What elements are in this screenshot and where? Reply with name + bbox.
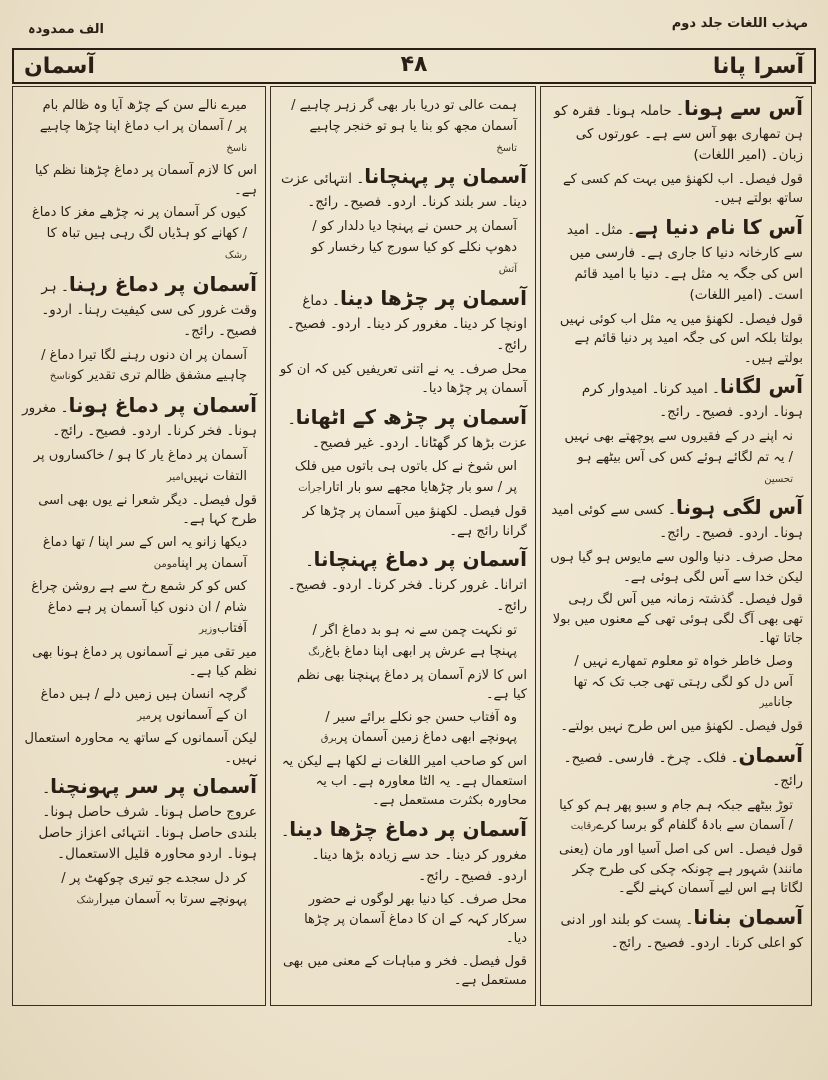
- usage-note: میر تقی میر نے آسمانوں پر دماغ ہونا بھی نظم کیا ہے۔: [32, 644, 257, 680]
- verse-citation: [549, 427, 803, 489]
- column-left: [12, 86, 266, 1006]
- headword: آس لگی ہونا: [675, 495, 803, 520]
- dictionary-entry: [21, 269, 257, 342]
- verse-text: کر دل سجدے جو تیری چوکھٹ پر / پہونچے سرتا بہ آسمان میرا: [61, 871, 247, 907]
- usage-note: محل صرف۔ کیا دنیا بھر لوگوں نے حضور سرکار کہہ کے ان کا دماغ آسمان پر چڑھا دیا۔: [304, 892, 527, 947]
- definition: ۔ کسی سے کوئی امید ہونا۔ اردو۔ فصیح۔ رائج۔: [551, 502, 803, 542]
- definition: ۔ عزت بڑھا کر گھٹانا۔ اردو۔ غیر فصیح۔: [287, 411, 527, 451]
- page-header-box: [12, 48, 816, 84]
- dictionary-entry: [21, 771, 257, 865]
- poet-name: میر: [137, 710, 151, 722]
- headword: آسمان پر پہنچانا: [364, 164, 527, 189]
- usage-note: اس کو صاحب امیر اللغات نے لکھا ہے لیکن یہ استعمال ہے۔ یہ الٹا معاورہ ہے۔ اب یہ محاورہ بکثرت مستعمل ہے۔: [281, 754, 527, 809]
- headword: آسمان پر سر پہونچنا: [50, 774, 257, 799]
- verse-citation: [21, 533, 257, 575]
- verse-citation: [279, 217, 527, 279]
- definition: ۔ حاملہ ہونا۔ فقرہ کو ہن تمھاری بھو آس سے ہے۔ عورتوں کی زبان۔ (امیر اللغات): [554, 103, 803, 163]
- usage-note: اس کا لازم آسمان پر دماغ پہنچنا بھی نظم کیا ہے۔: [296, 667, 527, 702]
- usage-note: قول فیصل۔ لکھنؤ میں یہ مثل اب کوئی نہیں بولتا بلکہ اس کی جگہ امید پر دنیا قائم ہے بولتے ہیں۔: [559, 311, 803, 366]
- usage-note: قول فیصل۔ لکھنؤ میں آسمان پر چڑھا کر گرانا رائج ہے۔: [302, 504, 527, 539]
- definition: ۔ ہر وقت غرور کی سی کیفیت رہنا۔ اردو۔ فصیح۔ رائج۔: [41, 278, 257, 339]
- verse-citation: [21, 685, 257, 727]
- dictionary-entry: [279, 402, 527, 454]
- verse-citation: [21, 203, 257, 265]
- headword: آس لگانا: [719, 374, 803, 399]
- verse-citation: [279, 708, 527, 750]
- poet-name: رقابت: [570, 821, 597, 833]
- headword: آس سے ہونا: [683, 96, 803, 120]
- dictionary-entry: [549, 492, 803, 544]
- running-header: [20, 8, 808, 38]
- usage-note: لیکن آسمانوں کے ساتھ یہ محاورہ استعمال نہیں۔: [24, 731, 257, 766]
- book-title: مہذب اللغات جلد دوم: [671, 16, 808, 31]
- usage-note: اس کا لازم آسمان پر دماغ چڑھنا نظم کیا ہے۔: [34, 163, 257, 198]
- headword: آسمان پر دماغ ہونا: [68, 393, 257, 418]
- poet-name: رنگ: [308, 646, 325, 658]
- guide-word-first: آسرا پانا: [712, 54, 804, 79]
- usage-note: قول فیصل۔ لکھنؤ میں اس طرح نہیں بولتے۔: [560, 719, 803, 735]
- dictionary-entry: [549, 93, 803, 166]
- verse-text: ہمت عالی تو دریا بار بھی گر زہر چاہیے / آسمان مجھ کو بنا یا ہو تو خنجر چاہیے: [291, 98, 517, 134]
- verse-text: میرے نالے سن کے چڑھ آیا وہ ظالم بام پر / آسمان پر اب دماغ اپنا چڑھا چاہیے: [39, 98, 247, 134]
- poet-name: برق: [320, 733, 337, 745]
- usage-note: قول فیصل۔ فخر و مباہات کے معنی میں بھی مستعمل ہے۔: [282, 953, 527, 989]
- verse-text: وصل خاطر خواہ تو معلوم تمھارے نہیں / آس دل کو لگی رہتی تھی جب تک کہ تھا جانا: [573, 653, 793, 711]
- verse-text: کس کو کر شمع رخ سے ہے روشن چراغ شام / ان دنوں کیا آسمان پر ہے دماغ آفتاب: [31, 579, 247, 636]
- headword: آسمان پر دماغ پہنچانا: [313, 547, 527, 572]
- verse-citation: [279, 457, 527, 499]
- poet-name: ناسخ: [226, 142, 247, 154]
- poet-name: مومن: [153, 558, 178, 570]
- verse-text: توڑ بیٹھے جبکہ ہم جام و سبو پھر ہم کو کیا / آسمان سے بادۂ گلفام گو برسا کرے: [559, 797, 793, 834]
- usage-note: قول فیصل۔ دیگر شعرا نے یوں بھی اسی طرح کہا ہے۔: [38, 492, 257, 528]
- headword: آسمان: [738, 742, 803, 767]
- headword: آس کا نام دنیا ہے: [634, 214, 803, 239]
- definition: ۔ فلک۔ چرخ۔ فارسی۔ فصیح۔ رائج۔: [563, 749, 803, 789]
- verse-citation: [21, 577, 257, 639]
- verse-text: وہ آفتاب حسن جو نکلے برائے سیر / پہونچے ابھی دماغ زمین آسمان پر: [325, 709, 517, 746]
- verse-text: گرچہ انسان ہیں زمیں دلے / ہیں دماغ ان کے آسمانوں پر: [40, 686, 247, 723]
- poet-name: آتش: [498, 263, 517, 275]
- headword: آسمان پر چڑھ کے اٹھانا: [295, 404, 527, 429]
- guide-word-last: آسمان: [24, 54, 95, 79]
- dictionary-entry: [279, 161, 527, 213]
- column-right: [540, 86, 812, 1006]
- verse-citation: [279, 621, 527, 663]
- dictionary-entry: [549, 212, 803, 306]
- verse-text: اس شوخ نے کل باتوں ہی باتوں میں فلک پر / سو بار چڑھایا مجھے سو بار اتارا: [294, 459, 517, 496]
- headword: آسمان پر دماغ رہنا: [68, 271, 257, 296]
- usage-note: محل صرف۔ یہ نے اتنی تعریفیں کیں کہ ان کو آسمان پر چڑھا دیا۔: [279, 361, 527, 397]
- usage-note: قول فیصل۔ گذشتہ زمانہ میں آس لگ رہی تھی بھی آگ لگی ہوئی تھی کے معنوں میں بولا جاتا تھا۔: [552, 592, 803, 647]
- verse-citation: [21, 446, 257, 488]
- definition: ۔ مغرور کر دینا۔ حد سے زیادہ بڑھا دینا۔ اردو۔ فصیح۔ رائج۔: [281, 823, 527, 884]
- definition: ۔ مغرور ہونا۔ فخر کرنا۔ اردو۔ فصیح۔ رائج۔: [22, 400, 257, 440]
- dictionary-entry: [279, 544, 527, 617]
- poet-name: ناسخ: [49, 371, 71, 383]
- poet-name: تاسخ: [496, 142, 517, 154]
- definition: ۔ اترانا۔ غرور کرنا۔ فخر کرنا۔ اردو۔ فصیح۔ رائج۔: [287, 554, 527, 614]
- verse-text: آسمان پر دماغ یار کا ہو / خاکساروں پر التفات نہیں: [33, 448, 247, 484]
- poet-name: امیر: [166, 471, 184, 483]
- verse-citation: [549, 652, 803, 714]
- verse-citation: [21, 869, 257, 911]
- verse-text: آسمان پر حسن نے پہنچا دیا دلدار کو / دھوپ نکلے کو کیا سورج کیا رخسار کو: [311, 219, 517, 256]
- definition: ۔ عروج حاصل ہونا۔ شرف حاصل ہونا۔ بلندی حاصل ہونا۔ انتہائی اعزاز حاصل ہونا۔ اردو محاورہ قلیل الاستعمال۔: [38, 781, 257, 863]
- definition: ۔ مثل۔ امید سے کارخانہ دنیا کا جاری ہے۔ فارسی میں اس کی جگہ یہ مثل ہے۔ دنیا با امید قائم است۔ (امیر اللغات): [566, 221, 803, 303]
- usage-note: قول فیصل۔ اس کی اصل آسیا اور مان (یعنی مانند) شہور ہے چونکہ چکی کی طرح چکر لگاتا ہے اس لیے آسمان کہنے لگے۔: [558, 842, 803, 897]
- verse-text: دیکھا زانو یہ اس کے سر اپنا / تھا دماغ آسمان پر اپنا: [42, 534, 247, 571]
- verse-text: نہ اپنے در کے فقیروں سے پوچھتے بھی نہیں / یہ تم لگائے ہوئے کس کی آس بیٹھے ہو: [564, 429, 793, 465]
- dictionary-entry: [279, 814, 527, 887]
- verse-text: تو نکہت چمن سے نہ ہو بد دماغ اگر / پہنچا ہے عرش پر ابھی اپنا دماغ باغ: [312, 622, 517, 659]
- verse-citation: [279, 96, 527, 158]
- poet-name: وزیر: [199, 623, 218, 635]
- headword: آسمان بنانا: [693, 904, 803, 929]
- definition: ۔ انتہائی عزت دینا۔ سر بلند کرنا۔ اردو۔ فصیح۔ رائج۔: [280, 171, 527, 211]
- poet-name: رشک: [76, 894, 99, 906]
- poet-name: رشک: [224, 249, 247, 261]
- dictionary-entry: [549, 371, 803, 423]
- verse-citation: [21, 96, 257, 158]
- poet-name: جرأت: [298, 483, 323, 495]
- poet-name: میر: [759, 698, 774, 710]
- dictionary-entry: [549, 740, 803, 792]
- definition: ۔ دماغ اونچا کر دینا۔ مغرور کر دینا۔ اردو۔ فصیح۔ رائج۔: [286, 292, 527, 353]
- headword: آسمان پر دماغ چڑھا دینا: [289, 816, 527, 841]
- definition: ۔ امید کرنا۔ امیدوار کرم ہونا۔ اردو۔ فصیح۔ رائج۔: [581, 381, 803, 421]
- page-number: ۴۸: [400, 52, 428, 77]
- section-title: الف ممدودہ: [28, 22, 104, 37]
- verse-text: کیوں کر آسمان پر نہ چڑھے مغز کا دماغ / کھانے کو ہڈیاں لگ رہی ہیں تباہ کا: [31, 205, 247, 242]
- verse-text: آسمان پر ان دنوں رہنے لگا تیرا دماغ / چاہیے مشفق ظالم تری تقدیر کو: [41, 347, 247, 384]
- verse-citation: [549, 796, 803, 838]
- usage-note: محل صرف۔ دنیا والوں سے مایوس ہو گیا ہوں لیکن خدا سے آس لگی ہوئی ہے۔: [550, 550, 803, 585]
- verse-citation: [21, 346, 257, 388]
- dictionary-entry: [549, 902, 803, 954]
- headword: آسمان پر چڑھا دینا: [339, 285, 527, 310]
- usage-note: قول فیصل۔ اب لکھنؤ میں بہت کم کسی کے ساتھ بولتے ہیں۔: [563, 171, 803, 207]
- dictionary-entry: [279, 283, 527, 356]
- dictionary-entry: [21, 390, 257, 442]
- definition: ۔ پست کو بلند اور ادنی کو اعلی کرنا۔ اردو۔ فصیح۔ رائج۔: [560, 911, 803, 951]
- poet-name: تحسین: [764, 473, 793, 485]
- column-middle: [270, 86, 536, 1006]
